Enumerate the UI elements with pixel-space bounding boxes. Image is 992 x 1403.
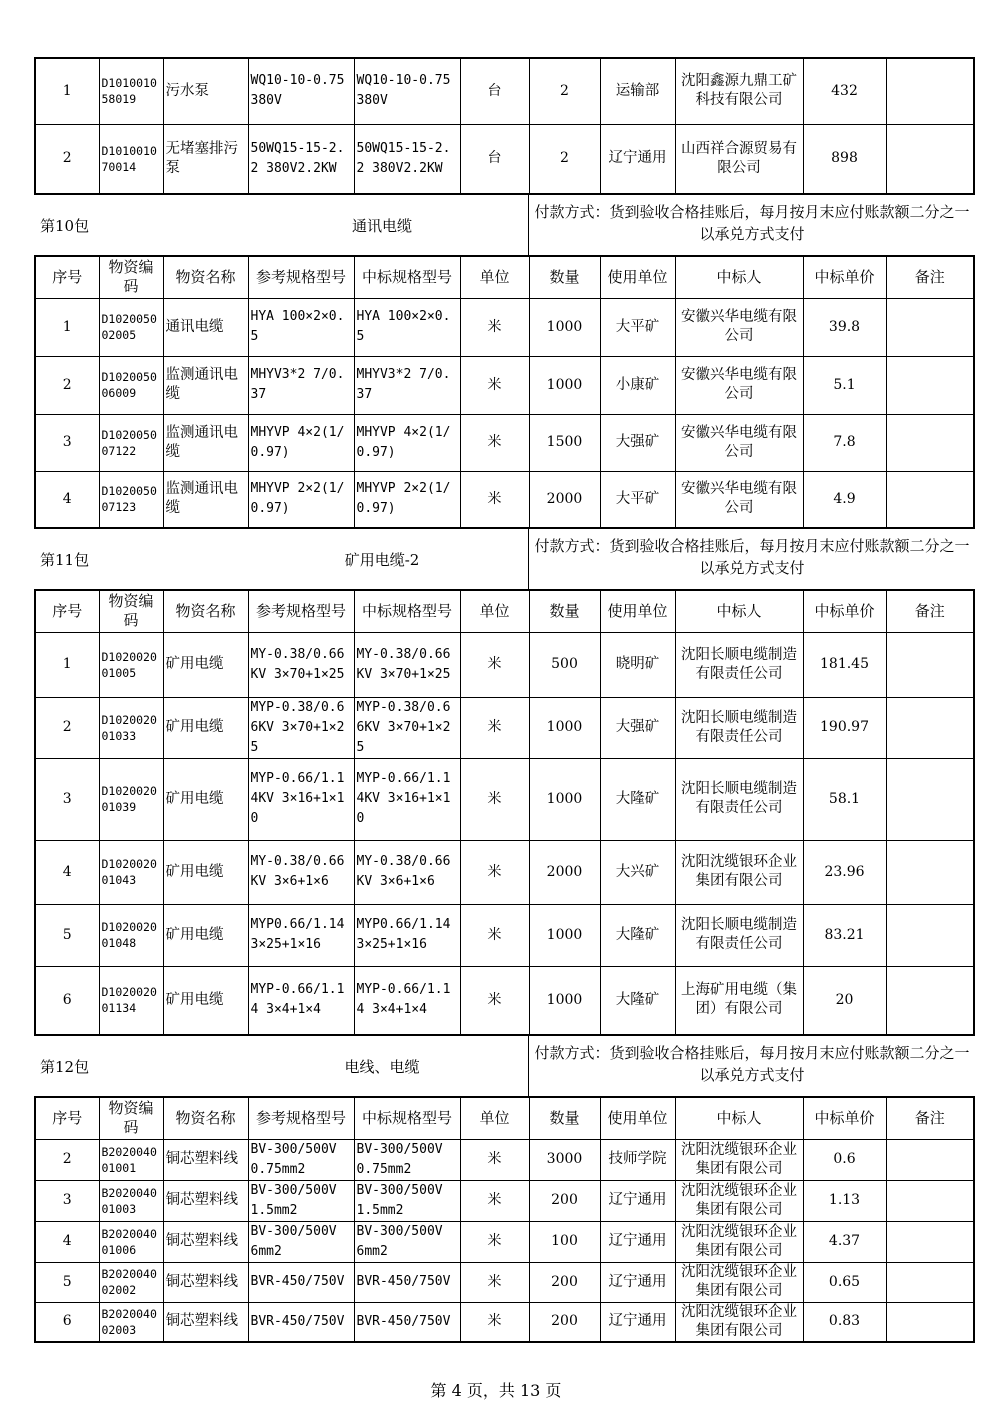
reference-spec: MYP-0.38/0.66KV 3×70+1×25 (248, 697, 354, 758)
package-12-table (34, 1096, 975, 1343)
unit: 台 (460, 58, 529, 124)
remarks (886, 1262, 974, 1302)
package-10-header (34, 195, 973, 255)
material-code: D102002001039 (99, 758, 163, 840)
header-code: 物资编码 (99, 256, 163, 298)
row-number: 6 (35, 966, 99, 1035)
quantity: 2000 (529, 471, 600, 528)
user-unit: 晓明矿 (600, 632, 675, 697)
quantity: 500 (529, 632, 600, 697)
quantity: 1000 (529, 697, 600, 758)
winning-spec: MHYV3*2 7/0.37 (354, 356, 460, 414)
winning-spec: MYP-0.66/1.14KV 3×16+1×10 (354, 758, 460, 840)
remarks (886, 966, 974, 1035)
row-number: 3 (35, 758, 99, 840)
unit-price: 0.65 (803, 1262, 886, 1302)
remarks (886, 356, 974, 414)
header-bid-spec: 中标规格型号 (354, 1097, 460, 1139)
row-number: 4 (35, 471, 99, 528)
reference-spec: MHYV3*2 7/0.37 (248, 356, 354, 414)
row-number: 4 (35, 1221, 99, 1262)
unit: 米 (460, 1221, 529, 1262)
table-row (35, 1262, 974, 1302)
package-label: 第12包 (40, 1058, 90, 1076)
table-row (35, 1139, 974, 1180)
material-code: D102002001043 (99, 840, 163, 904)
material-name: 矿用电缆 (163, 632, 248, 697)
unit: 米 (460, 1302, 529, 1342)
page (34, 57, 973, 1343)
winning-spec: MYP-0.38/0.66KV 3×70+1×25 (354, 697, 460, 758)
reference-spec: BV-300/500V 0.75mm2 (248, 1139, 354, 1180)
row-number: 2 (35, 356, 99, 414)
unit-price: 1.13 (803, 1180, 886, 1221)
unit-price: 432 (803, 58, 886, 124)
material-code: D102005007123 (99, 471, 163, 528)
winning-bidder: 沈阳沈缆银环企业集团有限公司 (675, 840, 803, 904)
winning-spec: MHYVP 2×2(1/0.97) (354, 471, 460, 528)
table-header-row (35, 1097, 974, 1139)
remarks (886, 471, 974, 528)
material-code: D101001058019 (99, 58, 163, 124)
material-name: 铜芯塑料线 (163, 1139, 248, 1180)
header-note: 备注 (886, 256, 974, 298)
unit: 米 (460, 356, 529, 414)
winning-bidder: 沈阳长顺电缆制造有限责任公司 (675, 904, 803, 966)
material-name: 铜芯塑料线 (163, 1302, 248, 1342)
quantity: 2 (529, 58, 600, 124)
material-code: B202004002002 (99, 1262, 163, 1302)
winning-bidder: 沈阳长顺电缆制造有限责任公司 (675, 697, 803, 758)
header-qty: 数量 (529, 1097, 600, 1139)
package-label: 第11包 (40, 551, 90, 569)
reference-spec: BVR-450/750V (248, 1262, 354, 1302)
user-unit: 大平矿 (600, 298, 675, 356)
header-name: 物资名称 (163, 256, 248, 298)
payment-terms: 付款方式：货到验收合格挂账后，每月按月末应付账款额二分之一以承兑方式支付 (534, 1044, 970, 1084)
unit: 米 (460, 632, 529, 697)
unit: 米 (460, 840, 529, 904)
material-code: D102002001048 (99, 904, 163, 966)
remarks (886, 1302, 974, 1342)
unit: 米 (460, 1139, 529, 1180)
divider (528, 195, 529, 255)
remarks (886, 632, 974, 697)
page-footer: 第 4 页，共 13 页 (430, 1381, 562, 1400)
package-label: 第10包 (40, 217, 90, 235)
header-note: 备注 (886, 1097, 974, 1139)
material-name: 矿用电缆 (163, 904, 248, 966)
row-number: 2 (35, 697, 99, 758)
user-unit: 小康矿 (600, 356, 675, 414)
material-code: B202004002003 (99, 1302, 163, 1342)
unit: 米 (460, 471, 529, 528)
header-winner: 中标人 (675, 256, 803, 298)
row-number: 5 (35, 904, 99, 966)
reference-spec: MYP0.66/1.14 3×25+1×16 (248, 904, 354, 966)
package-title: 通讯电缆 (351, 217, 412, 235)
header-qty: 数量 (529, 256, 600, 298)
quantity: 200 (529, 1302, 600, 1342)
material-code: B202004001003 (99, 1180, 163, 1221)
user-unit: 辽宁通用 (600, 1221, 675, 1262)
header-name: 物资名称 (163, 590, 248, 632)
table-row (35, 1221, 974, 1262)
unit: 米 (460, 966, 529, 1035)
quantity: 1000 (529, 904, 600, 966)
header-unit: 单位 (460, 256, 529, 298)
unit-price: 4.37 (803, 1221, 886, 1262)
header-note: 备注 (886, 590, 974, 632)
remarks (886, 298, 974, 356)
table-row (35, 697, 974, 758)
reference-spec: MYP-0.66/1.14KV 3×16+1×10 (248, 758, 354, 840)
user-unit: 辽宁通用 (600, 1302, 675, 1342)
winning-bidder: 沈阳沈缆银环企业集团有限公司 (675, 1180, 803, 1221)
package-11-table (34, 589, 975, 1036)
row-number: 4 (35, 840, 99, 904)
winning-bidder: 沈阳长顺电缆制造有限责任公司 (675, 758, 803, 840)
user-unit: 大强矿 (600, 414, 675, 471)
material-name: 监测通讯电缆 (163, 414, 248, 471)
header-number: 序号 (35, 256, 99, 298)
unit-price: 898 (803, 124, 886, 194)
table-row (35, 758, 974, 840)
remarks (886, 758, 974, 840)
material-code: D102005007122 (99, 414, 163, 471)
quantity: 1000 (529, 966, 600, 1035)
payment-terms: 付款方式：货到验收合格挂账后，每月按月末应付账款额二分之一以承兑方式支付 (534, 537, 970, 577)
table-header-row (35, 590, 974, 632)
header-unit: 单位 (460, 590, 529, 632)
user-unit: 大兴矿 (600, 840, 675, 904)
table-header-row (35, 256, 974, 298)
header-price: 中标单价 (803, 590, 886, 632)
winning-bidder: 沈阳沈缆银环企业集团有限公司 (675, 1221, 803, 1262)
unit: 米 (460, 1180, 529, 1221)
reference-spec: HYA 100×2×0.5 (248, 298, 354, 356)
row-number: 1 (35, 632, 99, 697)
row-number: 3 (35, 414, 99, 471)
reference-spec: MYP-0.66/1.14 3×4+1×4 (248, 966, 354, 1035)
material-code: D102005002005 (99, 298, 163, 356)
remarks (886, 1221, 974, 1262)
material-code: D102005006009 (99, 356, 163, 414)
table-row (35, 966, 974, 1035)
unit-price: 7.8 (803, 414, 886, 471)
unit: 米 (460, 904, 529, 966)
quantity: 200 (529, 1180, 600, 1221)
package-12-header (34, 1036, 973, 1096)
remarks (886, 697, 974, 758)
table-row (35, 632, 974, 697)
header-ref-spec: 参考规格型号 (248, 256, 354, 298)
user-unit: 大隆矿 (600, 966, 675, 1035)
material-code: B202004001006 (99, 1221, 163, 1262)
winning-bidder: 沈阳沈缆银环企业集团有限公司 (675, 1262, 803, 1302)
unit-price: 0.83 (803, 1302, 886, 1342)
payment-terms: 付款方式：货到验收合格挂账后，每月按月末应付账款额二分之一以承兑方式支付 (534, 203, 970, 243)
winning-bidder: 沈阳鑫源九鼎工矿科技有限公司 (675, 58, 803, 124)
material-name: 监测通讯电缆 (163, 471, 248, 528)
material-code: D102002001005 (99, 632, 163, 697)
table-row (35, 298, 974, 356)
table-row (35, 124, 974, 194)
row-number: 1 (35, 298, 99, 356)
material-name: 污水泵 (163, 58, 248, 124)
winning-bidder: 安徽兴华电缆有限公司 (675, 298, 803, 356)
winning-spec: MYP0.66/1.14 3×25+1×16 (354, 904, 460, 966)
row-number: 3 (35, 1180, 99, 1221)
quantity: 2 (529, 124, 600, 194)
header-winner: 中标人 (675, 590, 803, 632)
header-bid-spec: 中标规格型号 (354, 590, 460, 632)
user-unit: 技师学院 (600, 1139, 675, 1180)
divider (528, 1036, 529, 1096)
quantity: 1000 (529, 758, 600, 840)
unit: 米 (460, 697, 529, 758)
reference-spec: BV-300/500V 1.5mm2 (248, 1180, 354, 1221)
winning-spec: WQ10-10-0.75 380V (354, 58, 460, 124)
header-number: 序号 (35, 1097, 99, 1139)
unit: 台 (460, 124, 529, 194)
unit: 米 (460, 414, 529, 471)
user-unit: 辽宁通用 (600, 1262, 675, 1302)
unit-price: 181.45 (803, 632, 886, 697)
winning-spec: MYP-0.66/1.14 3×4+1×4 (354, 966, 460, 1035)
row-number: 2 (35, 1139, 99, 1180)
winning-spec: BV-300/500V 6mm2 (354, 1221, 460, 1262)
material-name: 矿用电缆 (163, 966, 248, 1035)
header-ref-spec: 参考规格型号 (248, 1097, 354, 1139)
material-name: 矿用电缆 (163, 697, 248, 758)
material-name: 通讯电缆 (163, 298, 248, 356)
user-unit: 大强矿 (600, 697, 675, 758)
row-number: 5 (35, 1262, 99, 1302)
row-number: 2 (35, 124, 99, 194)
remarks (886, 1139, 974, 1180)
winning-bidder: 沈阳长顺电缆制造有限责任公司 (675, 632, 803, 697)
unit-price: 190.97 (803, 697, 886, 758)
winning-spec: 50WQ15-15-2.2 380V2.2KW (354, 124, 460, 194)
material-name: 铜芯塑料线 (163, 1180, 248, 1221)
remarks (886, 904, 974, 966)
winning-bidder: 安徽兴华电缆有限公司 (675, 356, 803, 414)
quantity: 100 (529, 1221, 600, 1262)
reference-spec: BV-300/500V 6mm2 (248, 1221, 354, 1262)
table-row (35, 414, 974, 471)
unit: 米 (460, 1262, 529, 1302)
remarks (886, 1180, 974, 1221)
header-winner: 中标人 (675, 1097, 803, 1139)
unit-price: 5.1 (803, 356, 886, 414)
winning-bidder: 沈阳沈缆银环企业集团有限公司 (675, 1302, 803, 1342)
winning-spec: BV-300/500V 1.5mm2 (354, 1180, 460, 1221)
reference-spec: BVR-450/750V (248, 1302, 354, 1342)
winning-bidder: 安徽兴华电缆有限公司 (675, 471, 803, 528)
header-qty: 数量 (529, 590, 600, 632)
header-number: 序号 (35, 590, 99, 632)
unit-price: 39.8 (803, 298, 886, 356)
winning-spec: BV-300/500V 0.75mm2 (354, 1139, 460, 1180)
reference-spec: MY-0.38/0.66KV 3×6+1×6 (248, 840, 354, 904)
material-name: 无堵塞排污泵 (163, 124, 248, 194)
unit-price: 0.6 (803, 1139, 886, 1180)
reference-spec: MHYVP 2×2(1/0.97) (248, 471, 354, 528)
table-row (35, 840, 974, 904)
reference-spec: 50WQ15-15-2.2 380V2.2KW (248, 124, 354, 194)
package-title: 矿用电缆-2 (344, 551, 420, 569)
unit-price: 83.21 (803, 904, 886, 966)
table-row (35, 356, 974, 414)
header-code: 物资编码 (99, 590, 163, 632)
top-table (34, 57, 975, 195)
remarks (886, 414, 974, 471)
user-unit: 辽宁通用 (600, 124, 675, 194)
winning-bidder: 山西祥合源贸易有限公司 (675, 124, 803, 194)
table-row (35, 1302, 974, 1342)
header-price: 中标单价 (803, 256, 886, 298)
unit-price: 23.96 (803, 840, 886, 904)
table-row (35, 1180, 974, 1221)
material-code: D102002001134 (99, 966, 163, 1035)
quantity: 1500 (529, 414, 600, 471)
reference-spec: WQ10-10-0.75 380V (248, 58, 354, 124)
material-name: 矿用电缆 (163, 840, 248, 904)
quantity: 3000 (529, 1139, 600, 1180)
table-row (35, 58, 974, 124)
header-name: 物资名称 (163, 1097, 248, 1139)
divider (528, 529, 529, 589)
user-unit: 运输部 (600, 58, 675, 124)
remarks (886, 124, 974, 194)
header-unit: 单位 (460, 1097, 529, 1139)
material-name: 铜芯塑料线 (163, 1221, 248, 1262)
reference-spec: MY-0.38/0.66KV 3×70+1×25 (248, 632, 354, 697)
header-user: 使用单位 (600, 590, 675, 632)
header-code: 物资编码 (99, 1097, 163, 1139)
material-name: 监测通讯电缆 (163, 356, 248, 414)
header-user: 使用单位 (600, 1097, 675, 1139)
winning-bidder: 沈阳沈缆银环企业集团有限公司 (675, 1139, 803, 1180)
winning-bidder: 上海矿用电缆（集团）有限公司 (675, 966, 803, 1035)
material-name: 铜芯塑料线 (163, 1262, 248, 1302)
unit: 米 (460, 298, 529, 356)
package-title: 电线、电缆 (344, 1058, 420, 1076)
winning-spec: HYA 100×2×0.5 (354, 298, 460, 356)
row-number: 1 (35, 58, 99, 124)
user-unit: 大平矿 (600, 471, 675, 528)
winning-spec: MHYVP 4×2(1/0.97) (354, 414, 460, 471)
quantity: 1000 (529, 356, 600, 414)
material-code: B202004001001 (99, 1139, 163, 1180)
remarks (886, 58, 974, 124)
winning-spec: MY-0.38/0.66KV 3×70+1×25 (354, 632, 460, 697)
package-10-table (34, 255, 975, 529)
user-unit: 辽宁通用 (600, 1180, 675, 1221)
reference-spec: MHYVP 4×2(1/0.97) (248, 414, 354, 471)
winning-spec: BVR-450/750V (354, 1302, 460, 1342)
winning-bidder: 安徽兴华电缆有限公司 (675, 414, 803, 471)
quantity: 1000 (529, 298, 600, 356)
table-row (35, 471, 974, 528)
table-row (35, 904, 974, 966)
material-code: D102002001033 (99, 697, 163, 758)
quantity: 2000 (529, 840, 600, 904)
remarks (886, 840, 974, 904)
user-unit: 大隆矿 (600, 758, 675, 840)
winning-spec: BVR-450/750V (354, 1262, 460, 1302)
winning-spec: MY-0.38/0.66KV 3×6+1×6 (354, 840, 460, 904)
row-number: 6 (35, 1302, 99, 1342)
quantity: 200 (529, 1262, 600, 1302)
unit-price: 58.1 (803, 758, 886, 840)
header-price: 中标单价 (803, 1097, 886, 1139)
unit-price: 20 (803, 966, 886, 1035)
material-code: D101001070014 (99, 124, 163, 194)
header-user: 使用单位 (600, 256, 675, 298)
unit-price: 4.9 (803, 471, 886, 528)
header-bid-spec: 中标规格型号 (354, 256, 460, 298)
material-name: 矿用电缆 (163, 758, 248, 840)
package-11-header (34, 529, 973, 589)
header-ref-spec: 参考规格型号 (248, 590, 354, 632)
unit: 米 (460, 758, 529, 840)
user-unit: 大隆矿 (600, 904, 675, 966)
